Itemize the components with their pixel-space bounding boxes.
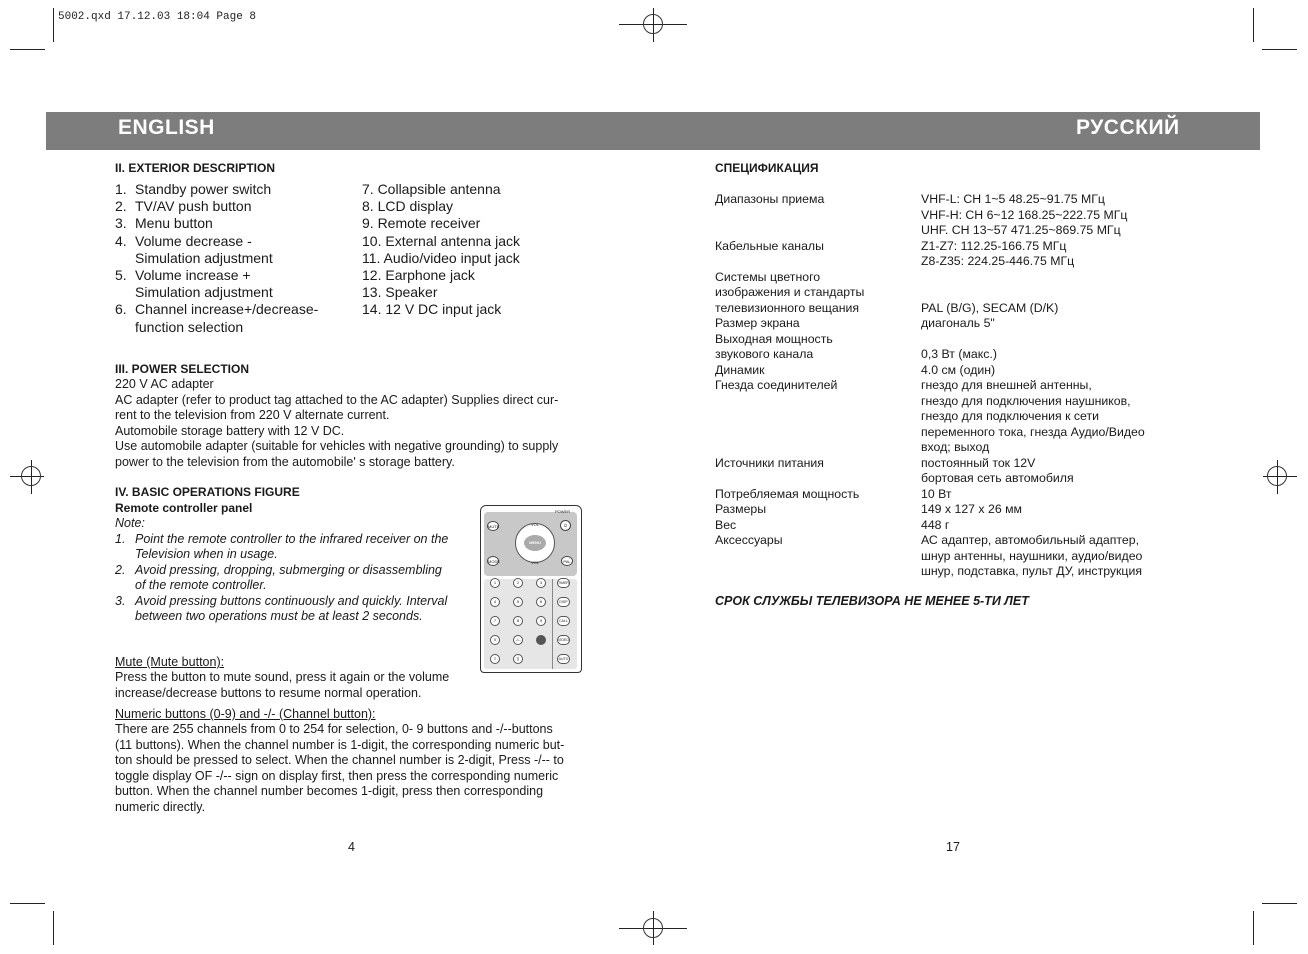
key-channel: -/-- [513, 635, 523, 645]
spec-row: вход; выход [921, 440, 990, 454]
list-item: 8. LCD display [362, 198, 454, 215]
key-6: 6 [536, 597, 546, 607]
spec-row: Аксессуары АС адаптер, автомобильный адаптер, [715, 533, 1139, 547]
call-button-icon: CALL [557, 616, 570, 626]
numeric-title: Numeric buttons (0-9) and -/- (Channel button): [115, 707, 376, 721]
list-item: 7. Collapsible antenna [362, 181, 501, 197]
key-8: 8 [513, 616, 523, 626]
spec-row: изображения и стандарты [715, 285, 865, 299]
key-0: 0 [490, 635, 500, 645]
spec-row: звукового канала 0,3 Вт (макс.) [715, 347, 997, 361]
note-item: 2. Avoid pressing, dropping, submerging or disassembling of the remote controller. [115, 562, 442, 592]
service-life-note: СРОК СЛУЖБЫ ТЕЛЕВИЗОРА НЕ МЕНЕЕ 5-ТИ ЛЕТ [715, 594, 1029, 608]
disp-button-icon: DISP [557, 597, 570, 607]
remote-panel-subheading: Remote controller panel [115, 501, 253, 515]
list-item: 13. Speaker [362, 284, 438, 301]
spec-row: гнездо для подключения к сети [921, 409, 1099, 423]
key-pause-icon: ∥ [513, 654, 523, 664]
list-item: 14. 12 V DC input jack [362, 301, 502, 318]
timer-button-icon: TIMER [557, 578, 570, 588]
list-item: 6. Channel increase+/decrease- [115, 301, 319, 318]
note-item: 3. Avoid pressing buttons continuously and quickly. Interval between two operations must be at least 2 seconds. [115, 593, 448, 623]
list-item: 10. External antenna jack [362, 232, 520, 249]
key-4: 4 [490, 597, 500, 607]
exterior-list-col2 [362, 181, 592, 319]
spec-row: Z8-Z35: 224.25-446.75 МГц [921, 254, 1075, 268]
spec-row: Размер экрана диагональ 5" [715, 316, 995, 330]
spec-row: VHF-H: CH 6~12 168.25~222.75 МГц [921, 207, 1128, 222]
menu-button-icon: MENU [524, 535, 546, 551]
numeric-text: There are 255 channels from 0 to 254 for selection, 0- 9 buttons and -/--buttons (11 buttons). When the channel number is 1-digit, the corresponding numeric but- ton should be pressed to select. When the channel number is 2-digit, Press -/-- to toggle display OF -/-- sign on display first, then press the corresponding numeric button. When the channel number becomes 1-digit, press then corresponding numeric directly. [115, 722, 565, 814]
notes: Note: 1. Point the remote controller to the infrared receiver on the Television when in usage. 2. Avoid pressing, dropping, submerging or disassembling of the remote controller. 3. Avoid pressing buttons continuously and quickly. Interval between two operations must be at least 2 seconds. [115, 516, 475, 625]
header-english: ENGLISH [118, 116, 215, 139]
spec-row: Динамик 4.0 см (один) [715, 362, 996, 377]
page-number-left: 4 [348, 840, 355, 854]
spec-row: UHF. CH 13~57 471.25~869.75 МГц [921, 223, 1121, 237]
power-text: 220 V AC adapter AC adapter (refer to product tag attached to the AC adapter) Supplies direct cur- rent to the television from 220 V alternate current. Automobile storage battery with 12 V DC. Use automobile adapter (suitable for vehicles with negative grounding) to supply power to the television from the automobile' s storage battery. [115, 377, 559, 469]
spec-row: шнур, подставка, пульт ДУ, инструкция [921, 564, 1143, 578]
header-russian: РУССКИЙ [1076, 116, 1180, 139]
spec-row: Гнезда соединителей гнездо для внешней антенны, [715, 378, 1092, 392]
list-item: 4. Volume decrease - [115, 232, 252, 249]
spec-row: Потребляемая мощность 10 Вт [715, 486, 952, 501]
key-1: 1 [490, 578, 500, 588]
key-blank [536, 635, 546, 645]
spec-row: бортовая сеть автомобиля [921, 471, 1074, 485]
exterior-heading: II. EXTERIOR DESCRIPTION [115, 161, 276, 175]
mute-button-icon: MUTE [487, 521, 499, 531]
key-lines-icon: ≡ [490, 654, 500, 664]
list-item: 11. Audio/video input jack [362, 249, 520, 266]
key-7: 7 [490, 616, 500, 626]
power-heading: III. POWER SELECTION [115, 362, 250, 376]
spec-row: гнездо для подключения наушников, [921, 393, 1131, 408]
video-button-icon: VIDEO [557, 635, 570, 645]
list-item: 1. Standby power switch [115, 181, 272, 197]
list-item: 12. Earphone jack [362, 267, 475, 284]
list-item: 5. Volume increase + [115, 267, 251, 284]
spec-table [715, 192, 1195, 580]
basic-ops-heading: IV. BASIC OPERATIONS FIGURE [115, 485, 300, 499]
file-slug: 5002.qxd 17.12.03 18:04 Page 8 [58, 11, 257, 23]
mute-text: Press the button to mute sound, press it again or the volume increase/decrease buttons to resume normal operation. [115, 670, 450, 700]
exterior-list-col1 [115, 181, 355, 336]
spec-row: телевизионного вещания PAL (B/G), SECAM (D/K) [715, 300, 1059, 315]
spec-row: Выходная мощность [715, 331, 833, 346]
spec-row: Размеры 149 x 127 x 26 мм [715, 502, 1022, 516]
mute-title: Mute (Mute button): [115, 655, 225, 669]
key-5: 5 [513, 597, 523, 607]
spec-row: Источники питания постоянный ток 12V [715, 455, 1036, 470]
power-icon: ⏻ [560, 520, 571, 531]
pal-button-icon: PAL [561, 556, 573, 566]
spec-row: переменного тока, гнезда Аудио/Видео [921, 424, 1145, 439]
list-item: 3. Menu button [115, 215, 213, 232]
spec-row: Кабельные каналы Z1-Z7: 112.25-166.75 МГц [715, 238, 1067, 253]
key-2: 2 [513, 578, 523, 588]
list-item: 9. Remote receiver [362, 215, 481, 232]
key-3: 3 [536, 578, 546, 588]
remote-controller-illustration: POWER ⏻ MUTE MENU VOL VOL MODE PAL 1 2 3 4 5 6 7 8 9 0 -/-- ≡ ∥ TIMER DISP CALL VIDEO AUTO [480, 505, 582, 673]
dpad [515, 523, 555, 563]
list-item: Simulation adjustment [135, 249, 273, 266]
key-9: 9 [536, 616, 546, 626]
list-item: Simulation adjustment [135, 284, 273, 301]
spec-heading: СПЕЦИФИКАЦИЯ [715, 161, 819, 175]
spec-row: Диапазоны приема VHF-L: CH 1~5 48.25~91.75 МГц [715, 192, 1105, 206]
spec-row: шнур антенны, наушники, аудио/видео [921, 548, 1143, 563]
spec-row: Вес 448 г [715, 517, 950, 532]
list-item: function selection [135, 318, 244, 335]
mode-button-icon: MODE [487, 556, 499, 566]
page-number-right: 17 [946, 840, 960, 854]
note-item: 1. Point the remote controller to the infrared receiver on the Television when in usage. [115, 531, 449, 561]
spec-row: Системы цветного [715, 269, 821, 284]
auto-button-icon: AUTO [557, 654, 570, 664]
list-item: 2. TV/AV push button [115, 198, 252, 215]
